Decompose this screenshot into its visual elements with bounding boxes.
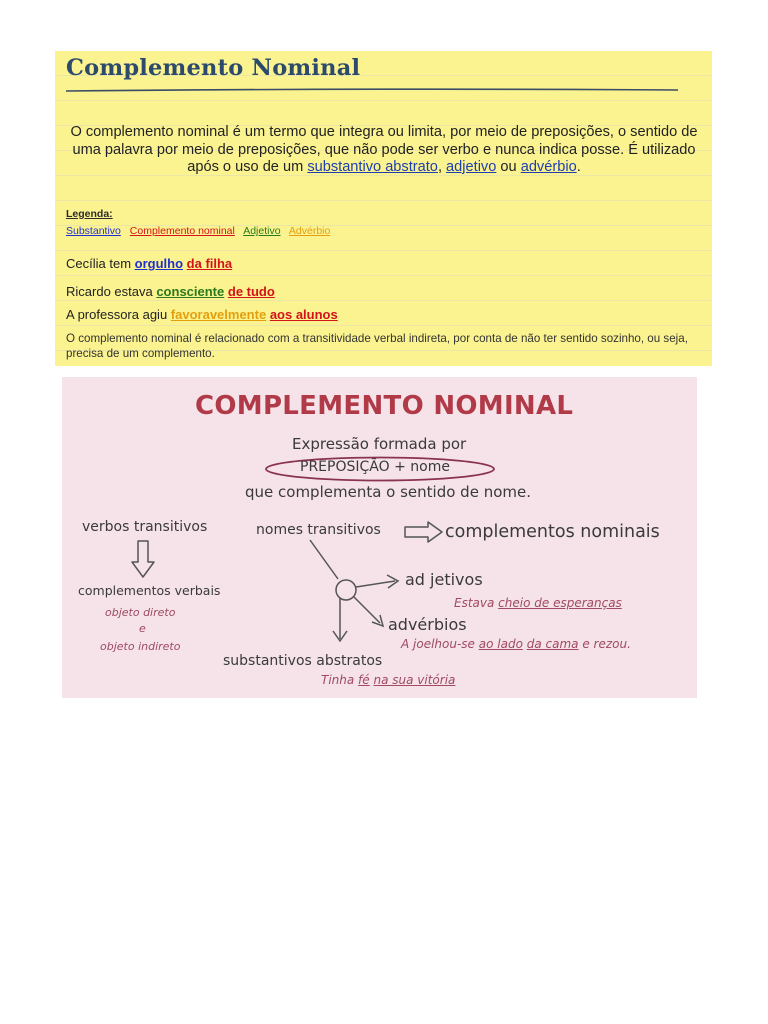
branch-substantivos-abstratos: substantivos abstratos: [223, 653, 383, 669]
example-adjetivo: consciente: [156, 284, 225, 299]
branch-adverbios: advérbios: [388, 615, 467, 634]
example-text: Ricardo estava: [66, 284, 157, 299]
adjetivos-example: [454, 596, 622, 610]
intro-paragraph: [63, 124, 705, 177]
legend-substantivo: Substantivo: [66, 225, 121, 237]
card-title: Complemento Nominal: [66, 55, 361, 81]
example-underlined: ao lado: [478, 637, 523, 651]
example-sentence: [66, 284, 275, 299]
legend-heading: Legenda:: [66, 208, 113, 220]
complementos-nominais: complementos nominais: [445, 522, 660, 542]
example-sentence: [66, 256, 232, 271]
definition-line-1: Expressão formada por: [292, 435, 467, 453]
link-adjetivo[interactable]: adjetivo: [446, 159, 497, 175]
complemento-nominal-diagram-card: [62, 377, 697, 698]
nomes-transitivos: nomes transitivos: [256, 522, 381, 538]
title-underline: [66, 87, 681, 95]
example-text: Cecília tem: [66, 256, 135, 271]
complemento-nominal-notes-card: [55, 51, 712, 366]
legend-row: [66, 225, 336, 237]
example-text: Tinha: [321, 673, 359, 687]
example-adverbio: favoravelmente: [170, 307, 267, 322]
example-complemento: de tudo: [227, 284, 275, 299]
example-sentence: [66, 307, 338, 322]
legend-adjetivo: Adjetivo: [243, 225, 281, 237]
example-text: A joelhou-se: [401, 637, 479, 651]
objeto-indireto: objeto indireto: [100, 640, 181, 653]
legend-complemento-nominal: Complemento nominal: [129, 225, 235, 237]
example-underlined: cheio de esperanças: [498, 596, 622, 610]
example-underlined: na sua vitória: [373, 673, 456, 687]
legend-adverbio: Advérbio: [288, 225, 331, 237]
example-text: A professora agiu: [66, 307, 171, 322]
complementos-verbais: complementos verbais: [78, 583, 221, 598]
definition-boxed: PREPOSIÇÃO + nome: [300, 459, 450, 475]
example-text: e rezou.: [578, 637, 631, 651]
verbos-transitivos: verbos transitivos: [82, 519, 208, 535]
example-underlined: fé: [358, 673, 370, 687]
link-adverbio[interactable]: advérbio: [520, 159, 577, 175]
example-underlined: da cama: [526, 637, 579, 651]
link-substantivo-abstrato[interactable]: substantivo abstrato: [307, 159, 438, 175]
intro-separator: ou: [496, 159, 521, 175]
example-complemento: aos alunos: [269, 307, 338, 322]
adverbios-example: [401, 637, 631, 651]
definition-line-3: que complementa o sentido de nome.: [245, 483, 531, 501]
substantivos-example: [321, 673, 455, 687]
intro-separator: ,: [437, 159, 447, 175]
example-substantivo: orgulho: [134, 256, 184, 271]
example-complemento: da filha: [186, 256, 233, 271]
intro-text: O complemento nominal é um termo que integra ou limita, por meio de preposições, o sentido de uma palavra por meio de preposições, que não pode ser verbo e nunca indica posse. É utilizado após o uso de um: [70, 124, 698, 175]
conjunction-e: e: [139, 622, 146, 635]
diagram-title: COMPLEMENTO NOMINAL: [195, 391, 574, 421]
objeto-direto: objeto direto: [105, 606, 176, 619]
branch-adjetivos: ad jetivos: [405, 570, 483, 589]
intro-end: .: [576, 159, 581, 175]
example-text: Estava: [454, 596, 499, 610]
note-paragraph: O complemento nominal é relacionado com a transitividade verbal indireta, por conta de não ter sentido sozinho, ou seja, precisa de um complemento.: [66, 332, 688, 360]
